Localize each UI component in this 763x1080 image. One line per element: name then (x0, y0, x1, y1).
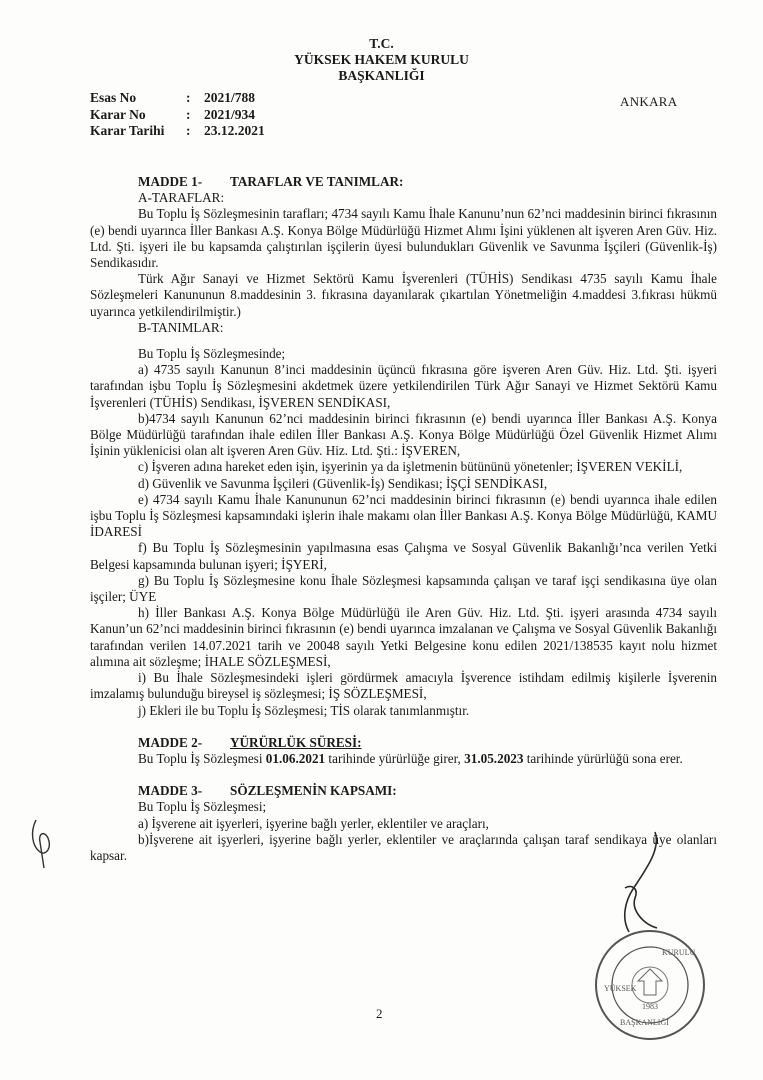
validity-paragraph (90, 751, 717, 767)
meta-key: Esas No (90, 90, 137, 105)
section-a-title: A-TARAFLAR: (138, 190, 225, 206)
definition-item: a) 4735 sayılı Kanunun 8’inci maddesinin üçüncü fıkrasına göre işveren Aren Güv. Hiz. Ltd. Şti. işyeri tarafından işbu Toplu İş Sözleşmesini akdetmek üzere yetkilendirilen Türk Ağır Sanayi ve Hizmet Sektörü Kamu İşverenleri (TÜHİS) Sendikası, İŞVEREN SENDİKASI, (90, 362, 717, 410)
text: tarihinde yürürlüğe girer, (325, 750, 465, 766)
definition-item: h) İller Bankası A.Ş. Konya Bölge Müdürlüğü ile Aren Güv. Hiz. Ltd. Şti. işyeri arasında 4734 sayılı Kanun’un 62’nci maddesinin birinci fıkrasının (e) bendi uyarınca imzalanan ve Çalışma ve Sosyal Güvenlik Bakanlığı tarafından verilen 14.07.2021 tarih ve 20048 sayılı Yetki Belgesine konu edilen 2021/138535 kayıt nolu hizmet alımına ait sözleşme; İHALE SÖZLEŞMESİ, (90, 605, 717, 669)
definition-item: i) Bu İhale Sözleşmesindeki işleri gördürmek amacıyla İşverence istihdam edilmiş kişilerle İşverenin imzalamış bulunduğu bireysel iş sözleşmesi; İŞ SÖZLEŞMESİ, (90, 670, 717, 702)
definition-item: d) Güvenlik ve Savunma İşçileri (Güvenlik-İş) Sendikası; İŞÇİ SENDİKASI, (138, 475, 548, 491)
definition-item: f) Bu Toplu İş Sözleşmesinin yapılmasına esas Çalışma ve Sosyal Güvenlik Bakanlığı’nca verilen Yetki Belgesi kapsamında bulunan işyeri; İŞYERİ, (90, 540, 717, 572)
svg-text:BAŞKANLIĞI: BAŞKANLIĞI (620, 1018, 669, 1027)
text: tarihinde yürürlüğü sona erer. (523, 750, 683, 766)
section-b-title: B-TANIMLAR: (138, 319, 224, 335)
end-date: 31.05.2023 (464, 750, 524, 766)
header-line-presidency: BAŞKANLIĞI (338, 68, 425, 83)
meta-value: 2021/788 (204, 90, 256, 105)
madde-number: MADDE 2- (138, 734, 203, 750)
madde-1-heading (138, 174, 717, 190)
meta-value: 23.12.2021 (204, 123, 265, 138)
svg-text:1983: 1983 (642, 1002, 658, 1011)
document-body (90, 174, 717, 864)
svg-text:KURULU: KURULU (662, 948, 696, 957)
spacer (90, 336, 717, 346)
definition-item: g) Bu Toplu İş Sözleşmesine konu İhale Sözleşmesi kapsamında çalışan ve taraf işçi sendikasına üye olan işçiler; ÜYE (90, 572, 717, 605)
paragraph: Türk Ağır Sanayi ve Hizmet Sektörü Kamu İşverenleri (TÜHİS) Sendikası 4735 sayılı Kamu İhale Sözleşmeleri Kanununun 8.maddesinin 3. fıkrasına dayanılarak çıkartılan Yönetmeliğin 4.maddesi 3.fıkrası hükmü uyarınca yetkilendirilmiştir.) (90, 271, 717, 319)
madde-title: SÖZLEŞMENİN KAPSAMI: (230, 783, 397, 799)
meta-key: Karar Tarihi (90, 123, 165, 138)
scope-item: a) İşverene ait işyerleri, işyerine bağlı yerler, eklentiler ve araçları, (138, 815, 489, 831)
meta-colon: : (186, 123, 191, 138)
madde-3-heading (138, 783, 717, 799)
madde-title: YÜRÜRLÜK SÜRESİ: (230, 734, 362, 750)
meta-key: Karar No (90, 106, 146, 122)
spacer (90, 719, 717, 735)
city-label: ANKARA (620, 94, 678, 109)
definition-item: b)4734 sayılı Kanunun 62’nci maddesinin birinci fıkrasının (e) bendi uyarınca İller Bankası A.Ş. Konya Bölge Müdürlüğü tarafından ihale edilen İller Bankası A.Ş. Konya Bölge Müdürlüğü Özel Güvenlik Hizmet Alımı İşinin yüklenicisi olan alt işveren Aren Güv. Hiz. Ltd. Şti.: İŞVEREN, (90, 410, 717, 459)
page-number: 2 (376, 1006, 383, 1021)
paragraph: Bu Toplu İş Sözleşmesinin tarafları; 4734 sayılı Kamu İhale Kanunu’nun 62’nci maddesinin birinci fıkrasının (e) bendi uyarınca İller Bankası A.Ş. Konya Bölge Müdürlüğü Hizmet Alımı İşini yüklenen alt işveren Aren Güv. Hiz. Ltd. Şti. işyeri ile bu kapsamda çalıştırılan işçilerin üyesi bulundukları Güvenlik ve Savunma İşçileri (Güvenlik-İş) Sendikasıdır. (90, 206, 717, 271)
definition-item: e) 4734 sayılı Kamu İhale Kanununun 62’nci maddesinin birinci fıkrasının (e) bendi uyarınca ihale edilen işbu Toplu İş Sözleşmesi kapsamındaki işlerin ihale makamı olan İller Bankası A.Ş. Konya Bölge Müdürlüğü, KAMU İDARESİ (90, 491, 717, 540)
svg-text:YÜKSEK: YÜKSEK (604, 984, 637, 993)
text: Bu Toplu İş Sözleşmesi (138, 750, 266, 766)
meta-value: 2021/934 (204, 106, 256, 122)
meta-row-karar (90, 107, 265, 124)
spacer (90, 767, 717, 783)
meta-row-karar-tarihi (90, 123, 265, 140)
meta-colon: : (186, 90, 191, 105)
case-meta (90, 90, 265, 140)
meta-row-esas (90, 90, 265, 107)
madde-2-heading (138, 735, 717, 751)
header-line-institution: YÜKSEK HAKEM KURULU (294, 52, 469, 67)
scope-item: b)İşverene ait işyerleri, işyerine bağlı yerler, eklentiler ve araçlarında çalışan taraf sendikaya üye olanları kapsar. (90, 831, 717, 863)
madde-number: MADDE 1- (138, 174, 203, 189)
paragraph: Bu Toplu İş Sözleşmesinde; (138, 346, 286, 362)
paragraph: Bu Toplu İş Sözleşmesi; (138, 799, 267, 815)
document-header (0, 36, 763, 84)
madde-number: MADDE 3- (138, 783, 203, 799)
official-stamp-icon (590, 925, 710, 1045)
definition-item: j) Ekleri ile bu Toplu İş Sözleşmesi; TİS olarak tanımlanmıştır. (138, 702, 470, 718)
header-line-tc: T.C. (369, 36, 394, 51)
madde-title: TARAFLAR VE TANIMLAR: (230, 174, 404, 189)
definition-item: c) İşveren adına hareket eden işin, işyerinin ya da işletmenin bütününü yönetenler; İŞVEREN VEKİLİ, (138, 459, 683, 475)
initial-mark-icon (28, 812, 58, 872)
start-date: 01.06.2021 (265, 750, 326, 766)
meta-colon: : (186, 106, 191, 122)
